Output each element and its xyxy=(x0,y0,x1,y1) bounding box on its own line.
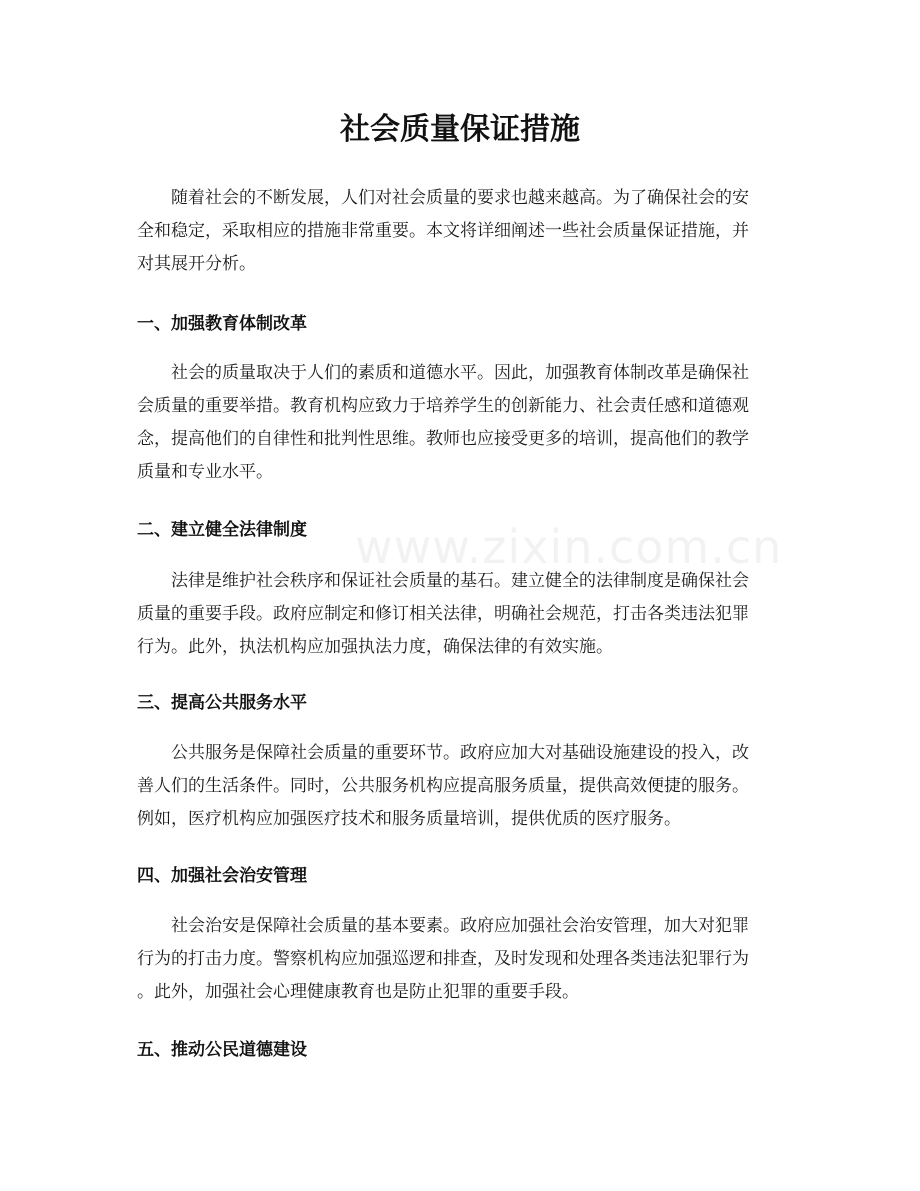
watermark: www.zixin.com.cn xyxy=(355,520,783,574)
section-heading-3: 三、提高公共服务水平 xyxy=(137,693,307,713)
section-body-2: 法律是维护社会秩序和保证社会质量的基石。建立健全的法律制度是确保社会 质量的重要手段。政府应制定和修订相关法律，明确社会规范，打击各类违法犯罪 行为。此外，执法机构应加强执法力度，确保法律的有效实施。 xyxy=(137,571,749,657)
section-body-4: 社会治安是保障社会质量的基本要素。政府应加强社会治安管理，加大对犯罪 行为的打击力度。警察机构应加强巡逻和排查，及时发现和处理各类违法犯罪行为 。此外，加强社会心理健康教育也是防止犯罪的重要手段。 xyxy=(137,916,749,1002)
section-heading-5: 五、推动公民道德建设 xyxy=(137,1040,307,1060)
intro-paragraph: 随着社会的不断发展，人们对社会质量的要求也越来越高。为了确保社会的安 全和稳定，采取相应的措施非常重要。本文将详细阐述一些社会质量保证措施，并 对其展开分析。 xyxy=(137,188,749,274)
section-heading-2: 二、建立健全法律制度 xyxy=(137,520,307,540)
section-body-1: 社会的质量取决于人们的素质和道德水平。因此，加强教育体制改革是确保社 会质量的重要举措。教育机构应致力于培养学生的创新能力、社会责任感和道德观 念，提高他们的自律性和批判性思维。教师也应接受更多的培训，提高他们的教学 质量和专业水平。 xyxy=(137,363,749,482)
section-body-3: 公共服务是保障社会质量的重要环节。政府应加大对基础设施建设的投入，改 善人们的生活条件。同时，公共服务机构应提高服务质量，提供高效便捷的服务。 例如，医疗机构应加强医疗技术和服务质量培训，提供优质的医疗服务。 xyxy=(137,743,749,829)
document-title: 社会质量保证措施 xyxy=(340,112,580,147)
section-heading-4: 四、加强社会治安管理 xyxy=(137,866,307,886)
section-heading-1: 一、加强教育体制改革 xyxy=(137,314,307,334)
